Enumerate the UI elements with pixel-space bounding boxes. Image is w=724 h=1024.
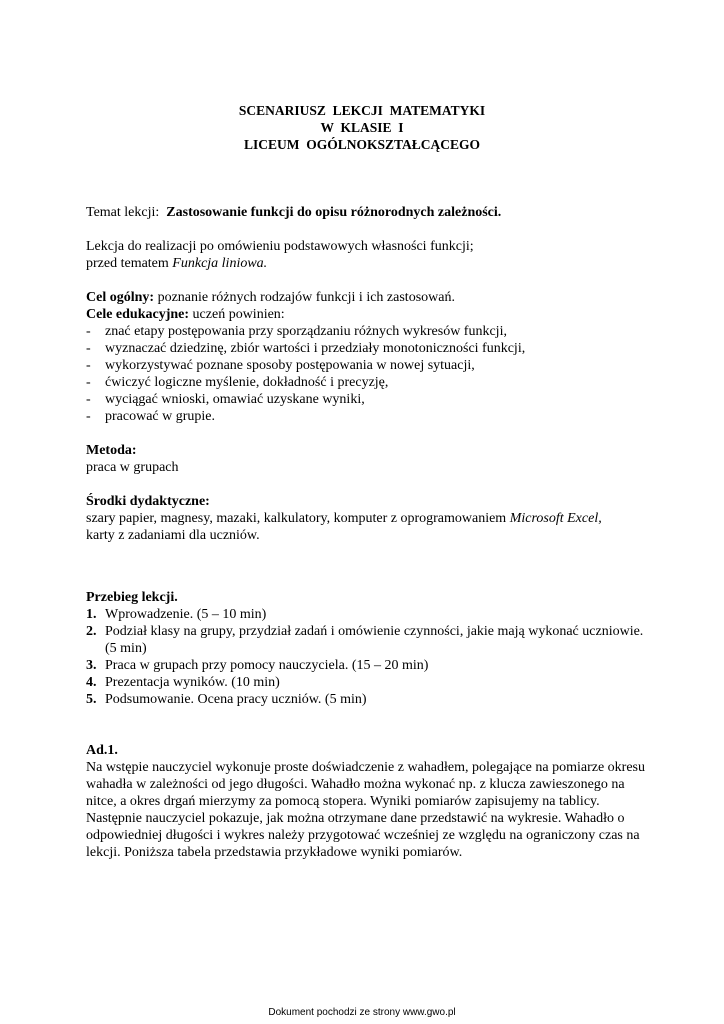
course-label: Przebieg lekcji. <box>86 590 178 605</box>
method-text: praca w grupach <box>86 460 179 475</box>
list-item: - wykorzystywać poznane sposoby postępowania w nowej sytuacji, <box>86 358 475 373</box>
document-header <box>0 102 724 153</box>
intro-prefix: przed tematem <box>86 256 173 271</box>
intro-italic: Funkcja liniowa. <box>172 256 268 271</box>
list-item: 4. Prezentacja wyników. (10 min) <box>86 675 280 690</box>
ad1-paragraph-1: Na wstępie nauczyciel wykonuje proste doświadczenie z wahadłem, polegające na pomiarze okresu wahadła w zależności od jego długości. Wahadło można wykonać np. z klucza zawieszonego na nitce, a okres drgań mierzymy za pomocą stopera. Wyniki pomiarów zapisujemy na tablicy. <box>86 760 645 809</box>
intro-line-1: Lekcja do realizacji po omówieniu podstawowych własności funkcji; <box>86 239 474 254</box>
list-item: - ćwiczyć logiczne myślenie, dokładność i precyzję, <box>86 375 389 390</box>
resources-line-2: karty z zadaniami dla uczniów. <box>86 528 260 543</box>
list-item: 3. Praca w grupach przy pomocy nauczyciela. (15 – 20 min) <box>86 658 429 673</box>
resources-label: Środki dydaktyczne: <box>86 494 210 509</box>
dash-marker: - <box>86 375 91 390</box>
document-body <box>86 204 646 861</box>
edu-goals-label: Cele edukacyjne: <box>86 307 190 322</box>
topic-label: Temat lekcji: <box>86 205 160 220</box>
method-label: Metoda: <box>86 443 137 458</box>
header-line-3: LICEUM OGÓLNOKSZTAŁCĄCEGO <box>243 137 481 152</box>
dash-marker: - <box>86 358 91 373</box>
edu-goals-list <box>86 323 646 425</box>
general-goal-label: Cel ogólny: <box>86 290 155 305</box>
resources-prefix: szary papier, magnesy, mazaki, kalkulatory, komputer z oprogramowaniem <box>86 511 510 526</box>
list-item: 5. Podsumowanie. Ocena pracy uczniów. (5 min) <box>86 692 367 707</box>
edu-goals-text: uczeń powinien: <box>189 307 285 322</box>
list-item: - wyznaczać dziedzinę, zbiór wartości i przedziały monotoniczności funkcji, <box>86 341 526 356</box>
course-list <box>86 606 646 708</box>
resources-line-1 <box>86 510 646 527</box>
list-item: 1. Wprowadzenie. (5 – 10 min) <box>86 607 267 622</box>
page-footer: Dokument pochodzi ze strony www.gwo.pl <box>268 1007 456 1018</box>
dash-marker: - <box>86 409 91 424</box>
topic-title: Zastosowanie funkcji do opisu różnorodnych zależności. <box>166 205 502 220</box>
list-item: - pracować w grupie. <box>86 409 216 424</box>
dash-marker: - <box>86 324 91 339</box>
list-item: 2. Podział klasy na grupy, przydział zadań i omówienie czynności, jakie mają wykonać uczniowie. (5 min) <box>86 624 644 656</box>
topic-line <box>86 204 646 221</box>
edu-goals <box>86 306 646 323</box>
resources-italic: Microsoft Excel, <box>509 511 602 526</box>
ad1-paragraph-2: Następnie nauczyciel pokazuje, jak można otrzymane dane przedstawić na wykresie. Wahadło o odpowiedniej długości i wykres należy przygotować wcześniej ze względu na ograniczony czas na lekcji. Poniższa tabela przedstawia przykładowe wyniki pomiarów. <box>86 811 640 860</box>
intro-line-2 <box>86 255 646 272</box>
general-goal <box>86 289 646 306</box>
general-goal-text: poznanie różnych rodzajów funkcji i ich zastosowań. <box>154 290 455 305</box>
list-item: - znać etapy postępowania przy sporządzaniu różnych wykresów funkcji, <box>86 324 507 339</box>
ad1-label: Ad.1. <box>86 743 118 758</box>
dash-marker: - <box>86 392 91 407</box>
list-item: - wyciągać wnioski, omawiać uzyskane wyniki, <box>86 392 365 407</box>
dash-marker: - <box>86 341 91 356</box>
header-line-1: SCENARIUSZ LEKCJI MATEMATYKI <box>238 103 486 118</box>
header-line-2: W KLASIE I <box>320 120 404 135</box>
